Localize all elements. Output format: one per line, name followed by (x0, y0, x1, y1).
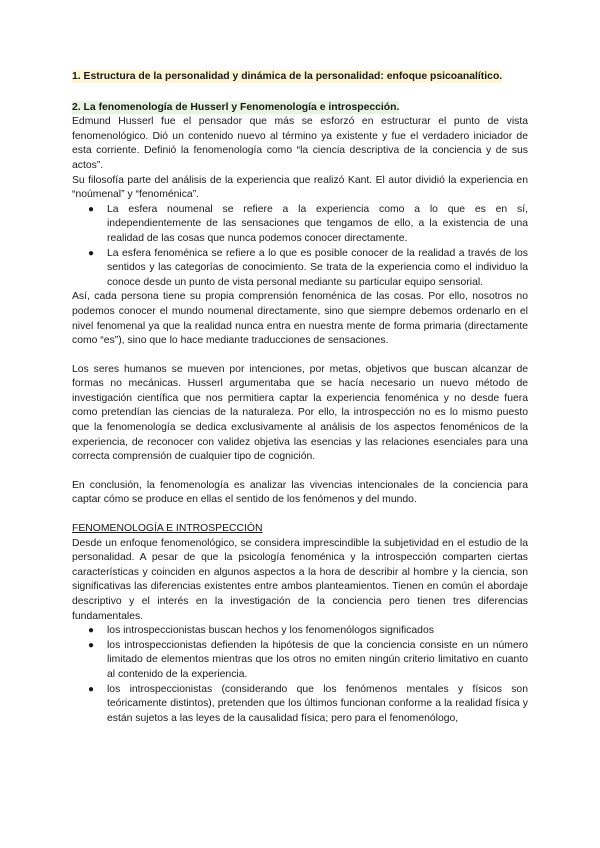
bullet-icon: ● (88, 625, 95, 637)
differences-list (72, 624, 528, 726)
conclusion-paragraph: En conclusión, la fenomenología es analizar las vivencias intencionales de la conciencia para captar cómo se produce en ellas el sentido de los fenómenos y del mundo. (72, 479, 528, 506)
list-item-text: La esfera fenoménica se refiere a lo que es posible conocer de la realidad a través de los sentidos y las categorías de conocimiento. Se trata de la experiencia como el individuo la conoce desde un punto de vista personal mediante su particular equipo sensorial. (107, 247, 528, 288)
bullet-icon: ● (88, 203, 95, 215)
list-item (88, 203, 528, 247)
list-item (88, 247, 528, 291)
list-item-text: los introspeccionistas (considerando que los fenómenos mentales y físicos son teóricamente distintos), pretenden que los últimos funcionan conforme a la realidad física y están sujetos a las leyes de la causalidad física; pero para el fenomenólogo, (107, 683, 528, 724)
husserl-intro-paragraph: Edmund Husserl fue el pensador que más se esforzó en estructurar el punto de vista fenomenológico. Dió un contenido nuevo al término ya existente y fue el verdadero iniciador de esta corriente. Definió la fenomenología como “la ciencia descriptiva de la conciencia y de sus actos”. (72, 116, 528, 171)
subsection-heading: FENOMENOLOGÍA E INTROSPECCIÓN (72, 523, 263, 535)
section-2-heading: 2. La fenomenología de Husserl y Fenomenología e introspección. (72, 101, 400, 113)
subjectivity-paragraph: Desde un enfoque fenomenológico, se considera imprescindible la subjetividad en el estudio de la personalidad. A pesar de que la psicología fenoménica y la introspección comparten ciertas características y coinciden en algunos aspectos a la hora de describir al hombre y la ciencia, son significativas las diferencias existentes entre ambos planteamientos. Tienen en común el abordaje descriptivo y el interés en la investigación de la conciencia pero tienen tres diferencias fundamentales. (72, 537, 528, 622)
experience-spheres-list (72, 203, 528, 291)
section-1-heading: 1. Estructura de la personalidad y dinámica de la personalidad: enfoque psicoanalítico. (72, 71, 503, 82)
section-2-heading-block (72, 101, 528, 116)
bullet-icon: ● (88, 683, 95, 695)
list-item-text: los introspeccionistas buscan hechos y los fenomenólogos significados (107, 625, 434, 637)
bullet-icon: ● (88, 247, 95, 259)
kant-paragraph: Su filosofía parte del análisis de la experiencia que realizó Kant. El autor dividió la experiencia en “noúmenal” y “fenoménica”. (72, 174, 528, 201)
list-item (88, 639, 528, 683)
section-1-heading-block (72, 70, 528, 85)
bullet-icon: ● (88, 639, 95, 651)
list-item (88, 624, 528, 639)
phenomenal-understanding-paragraph: Así, cada persona tiene su propia comprensión fenoménica de las cosas. Por ello, nosotros no podemos conocer el mundo noumenal directamente, sino que siempre debemos ordenarlo en el nivel fenomenal ya que la realidad nunca entra en nuestra mente de forma primaria (directamente como “es”), sino que lo hace mediante traducciones de sensaciones. (72, 291, 528, 347)
list-item (88, 683, 528, 727)
list-item-text: La esfera noumenal se refiere a la experiencia como a lo que es en sí, independientemente de las sensaciones que tengamos de ello, a la existencia de una realidad de las cosas que nunca podemos conocer directamente. (107, 203, 528, 244)
intentions-paragraph: Los seres humanos se mueven por intenciones, por metas, objetivos que buscan alcanzar de formas no mecánicas. Husserl argumentaba que se hacía necesario un nuevo método de investigación científica que nos permitiera captar la experiencia fenoménica y no desde fuera como pretendían las ciencias de la naturaleza. Por ello, la introspección no es lo mismo puesto que la fenomenología se dedica exclusivamente al análisis de los aspectos fenoménicos de la experiencia, de reconocer con validez objetiva las esencias y las relaciones esenciales para una correcta comprensión de cualquier tipo de cognición. (72, 363, 528, 463)
list-item-text: los introspeccionistas defienden la hipótesis de que la conciencia consiste en un número limitado de elementos mientras que los otros no emiten ningún criterio limitativo en cuanto al contenido de la experiencia. (107, 639, 528, 680)
